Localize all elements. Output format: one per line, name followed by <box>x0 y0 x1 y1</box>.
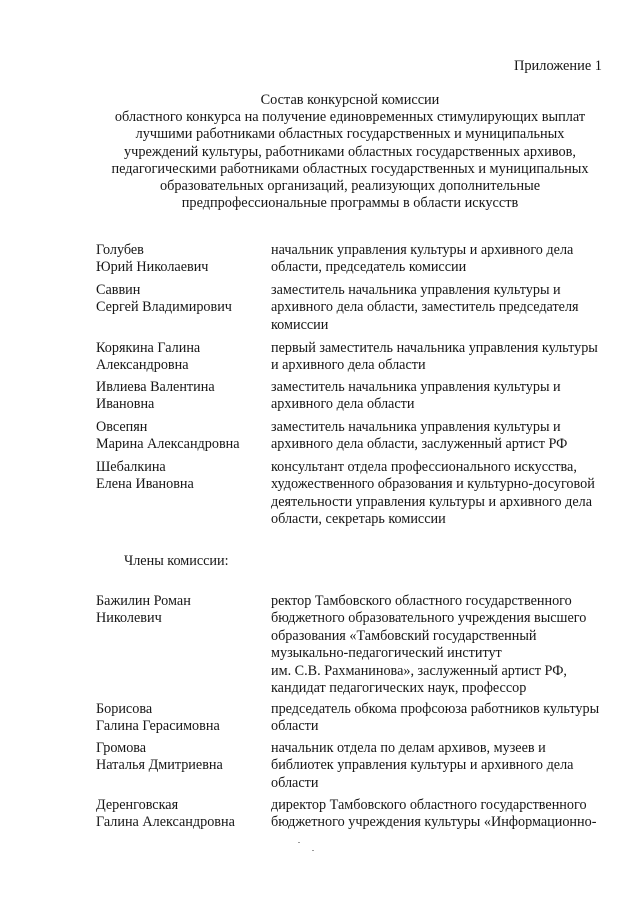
appendix-label: Приложение 1 <box>513 58 602 74</box>
member-row <box>96 797 626 832</box>
members-heading: Члены комиссии: <box>124 553 229 569</box>
title-line: лучшими работниками областных государственных и муниципальных <box>135 126 565 143</box>
member-role: консультант отдела профессионального искусства, художественного образования и культурно-досуговой деятельности управления культуры и архивного дела области, секретарь комиссии <box>271 459 595 528</box>
member-name: Бажилин Роман Николевич <box>96 593 191 627</box>
member-role: заместитель начальника управления культуры и архивного дела области, заслуженный артист РФ <box>271 419 568 453</box>
member-role: заместитель начальника управления культуры и архивного дела области <box>271 379 561 413</box>
member-name: Саввин Сергей Владимирович <box>96 282 232 316</box>
leadership-row <box>96 340 626 375</box>
title-line: предпрофессиональные программы в области искусств <box>181 195 519 212</box>
member-row <box>96 740 626 792</box>
leadership-row <box>96 242 626 277</box>
member-role: председатель обкома профсоюза работников культуры области <box>271 701 600 735</box>
title-line: педагогическими работниками областных государственных и муниципальных <box>111 160 589 177</box>
member-name: Ивлиева Валентина Ивановна <box>96 379 215 413</box>
member-name: Корякина Галина Александровна <box>96 340 201 374</box>
member-role: заместитель начальника управления культуры и архивного дела области, заместитель председателя комиссии <box>271 282 579 333</box>
document-title <box>70 92 630 212</box>
member-row <box>96 701 626 736</box>
leadership-row <box>96 282 626 334</box>
member-name: Деренговская Галина Александровна <box>96 797 235 831</box>
member-role: начальник отдела по делам архивов, музеев и библиотек управления культуры и архивного дела области <box>271 740 574 791</box>
title-line: учреждений культуры, работниками областных государственных архивов, <box>124 143 576 160</box>
leadership-row <box>96 419 626 454</box>
member-row <box>96 593 626 697</box>
member-name: Овсепян Марина Александровна <box>96 419 240 453</box>
member-name: Громова Наталья Дмитриевна <box>96 740 223 774</box>
leadership-row <box>96 459 626 529</box>
scan-speck <box>312 850 314 851</box>
member-name: Голубев Юрий Николаевич <box>96 242 209 276</box>
member-name: Борисова Галина Герасимовна <box>96 701 220 735</box>
title-line: Состав конкурсной комиссии <box>260 92 440 108</box>
title-line: образовательных организаций, реализующих дополнительные <box>159 178 541 195</box>
member-role: директор Тамбовского областного государственного бюджетного учреждения культуры «Информационно- <box>271 797 597 831</box>
title-line: областного конкурса на получение единовременных стимулирующих выплат <box>114 109 586 126</box>
scan-speck <box>298 842 300 843</box>
member-role: первый заместитель начальника управления культуры и архивного дела области <box>271 340 598 374</box>
member-role: ректор Тамбовского областного государственного бюджетного образовательного учреждения высшего образования «Тамбовский государственный музыкально-педагогический институт им. С.В. Рахманинова», заслуженный артист РФ, кандидат педагогических наук, профессор <box>271 593 587 697</box>
member-name: Шебалкина Елена Ивановна <box>96 459 194 493</box>
leadership-row <box>96 379 626 414</box>
member-role: начальник управления культуры и архивного дела области, председатель комиссии <box>271 242 574 276</box>
